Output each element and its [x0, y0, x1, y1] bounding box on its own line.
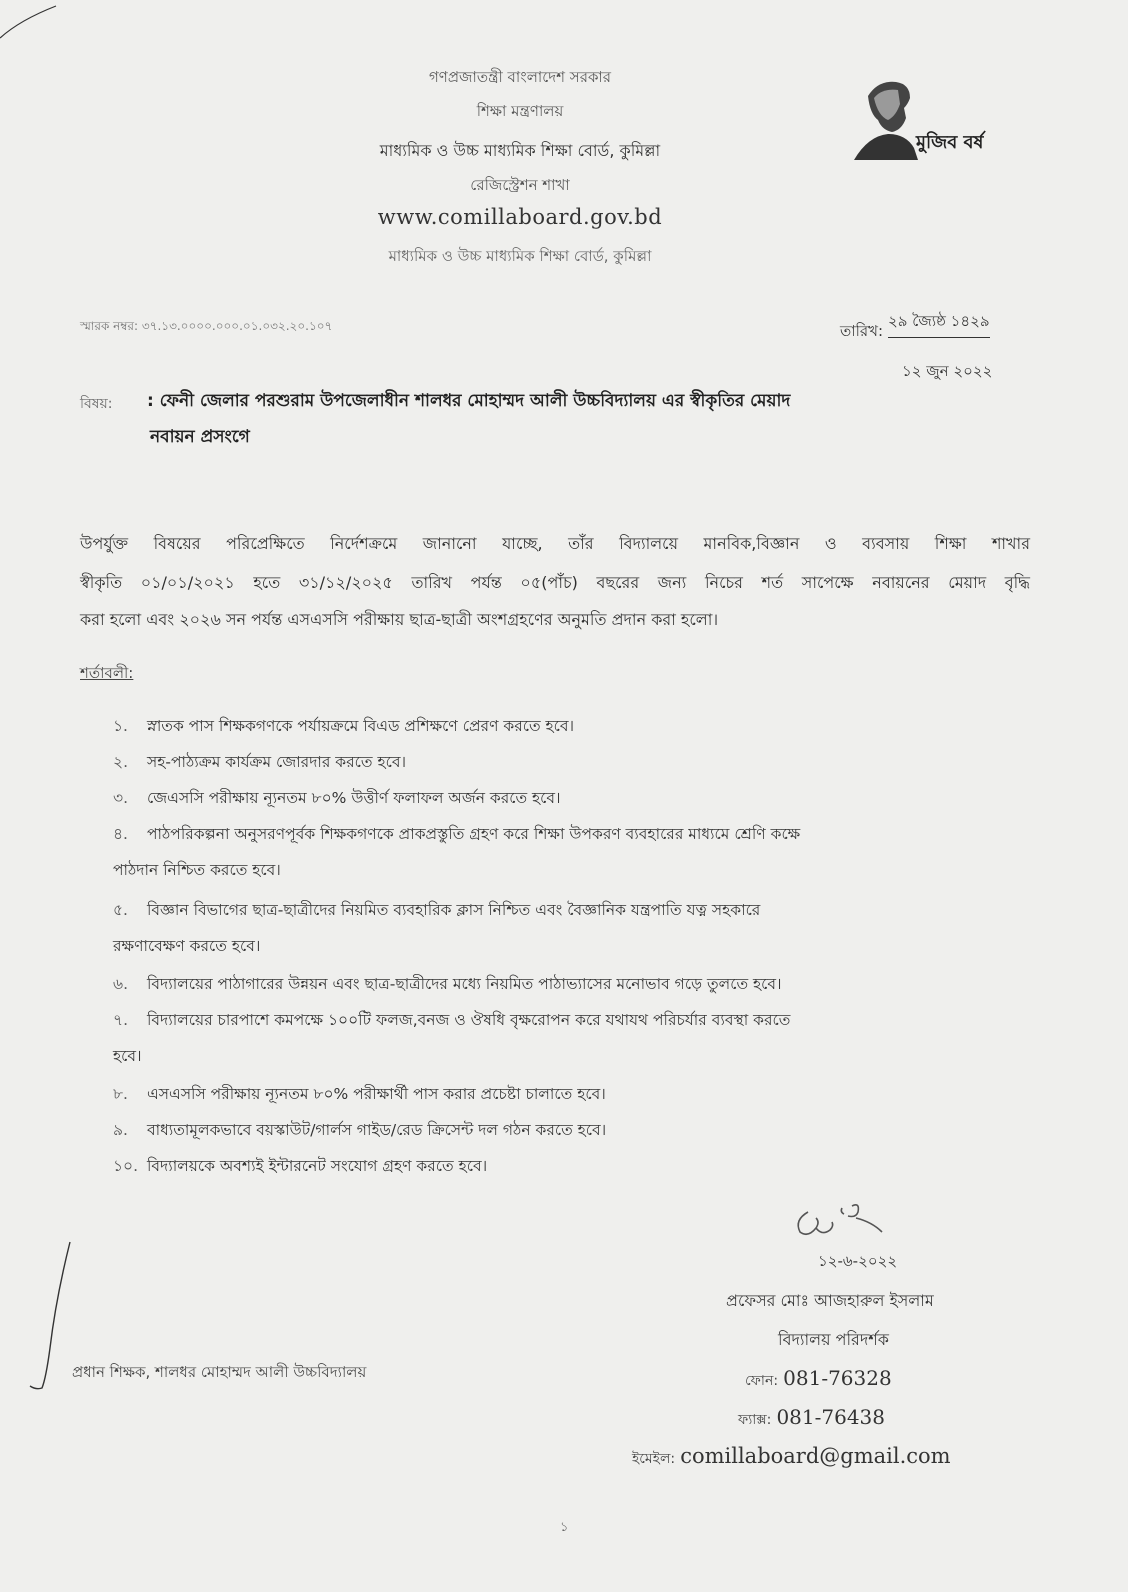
board-title: মাধ্যমিক ও উচ্চ মাধ্যমিক শিক্ষা বোর্ড, কুমিল্লা	[379, 141, 661, 160]
body-line-2: স্বীকৃতি ০১/০১/২০২১ হতে ৩১/১২/২০২৫ তারিখ পর্যন্ত ০৫(পাঁচ) বছরের জন্য নিচের শর্ত সাপেক্ষে নবায়নের মেয়াদ বৃদ্ধি	[80, 573, 1030, 592]
recipient: প্রধান শিক্ষক, শালধর মোহাম্মদ আলী উচ্চবিদ্যালয়	[72, 1363, 367, 1381]
condition-item: ৯. বাধ্যতামূলকভাবে বয়স্কাউট/গার্লস গাইড/রেড ক্রিসেন্ট দল গঠন করতে হবে।	[113, 1121, 607, 1139]
condition-item: ১০. বিদ্যালয়কে অবশ্যই ইন্টারনেট সংযোগ গ্রহণ করতে হবে।	[113, 1157, 488, 1175]
phone-number: 081-76328	[783, 1366, 892, 1390]
condition-item: ৫. বিজ্ঞান বিভাগের ছাত্র-ছাত্রীদের নিয়মিত ব্যবহারিক ক্লাস নিশ্চিত এবং বৈজ্ঞানিক যন্ত্রপাতি যত্ন সহকারে	[113, 901, 761, 919]
condition-item: ৭. বিদ্যালয়ের চারপাশে কমপক্ষে ১০০টি ফলজ,বনজ ও ঔষধি বৃক্ষরোপন করে যথাযথ পরিচর্যার ব্যবস্থা করতে	[113, 1011, 791, 1029]
signature-scrawl	[786, 1192, 906, 1256]
board-title-repeat: মাধ্যমিক ও উচ্চ মাধ্যমিক শিক্ষা বোর্ড, কুমিল্লা	[388, 247, 652, 265]
condition-item: ১. স্নাতক পাস শিক্ষকগণকে পর্যায়ক্রমে বিএড প্রশিক্ষণে প্রেরণ করতে হবে।	[113, 717, 575, 735]
margin-pen-mark	[28, 1238, 78, 1402]
mujib-borsho-logo	[848, 74, 984, 166]
corner-pen-mark	[0, 0, 90, 64]
signatory-designation: বিদ্যালয় পরিদর্শক	[778, 1330, 889, 1349]
body-line-3: করা হলো এবং ২০২৬ সন পর্যন্ত এসএসসি পরীক্ষায় ছাত্র-ছাত্রী অংশগ্রহণের অনুমতি প্রদান করা হলো।	[80, 610, 719, 629]
fax-line: ফ্যাক্স: 081-76438	[738, 1405, 886, 1429]
subject-line-2: নবায়ন প্রসংগে	[150, 427, 250, 447]
signatory-name: প্রফেসর মোঃ আজহারুল ইসলাম	[726, 1291, 934, 1310]
government-title: গণপ্রজাতন্ত্রী বাংলাদেশ সরকার	[428, 68, 612, 86]
ministry-title: শিক্ষা মন্ত্রণালয়	[476, 102, 564, 120]
logo-text: মুজিব বর্ষ	[916, 132, 984, 153]
condition-item-continued: হবে।	[113, 1047, 142, 1065]
page-number: ১	[560, 1520, 569, 1535]
section-title: রেজিস্ট্রেশন শাখা	[470, 176, 570, 194]
body-line-1: উপর্যুক্ত বিষয়ের পরিপ্রেক্ষিতে নির্দেশক্রমে জানানো যাচ্ছে, তাঁর বিদ্যালয়ে মানবিক,বিজ্ঞান ও ব্যবসায় শিক্ষা শাখার	[80, 534, 1030, 553]
email-line: ইমেইল: comillaboard@gmail.com	[632, 1444, 951, 1468]
memo-number: স্মারক নম্বর: ৩৭.১৩.০০০০.০০০.০১.০৩২.২০.১০৭	[80, 319, 333, 333]
email-address: comillaboard@gmail.com	[680, 1444, 951, 1468]
condition-item-continued: পাঠদান নিশ্চিত করতে হবে।	[113, 861, 281, 879]
conditions-title: শর্তাবলী:	[80, 664, 134, 682]
condition-item-continued: রক্ষণাবেক্ষণ করতে হবে।	[113, 937, 261, 955]
subject-line-1: : ফেনী জেলার পরশুরাম উপজেলাধীন শালধর মোহাম্মদ আলী উচ্চবিদ্যালয় এর স্বীকৃতির মেয়াদ	[147, 391, 791, 411]
condition-item: ৮. এসএসসি পরীক্ষায় ন্যূনতম ৮০% পরীক্ষার্থী পাস করার প্রচেষ্টা চালাতে হবে।	[113, 1085, 606, 1103]
subject-label: বিষয়:	[80, 396, 113, 412]
date-label: তারিখ:	[840, 322, 884, 340]
condition-item: ২. সহ-পাঠ্যক্রম কার্যক্রম জোরদার করতে হবে।	[113, 753, 406, 771]
condition-item: ৪. পাঠপরিকল্পনা অনুসরণপূর্বক শিক্ষকগণকে প্রাকপ্রস্তুতি গ্রহণ করে শিক্ষা উপকরণ ব্যবহারের মাধ্যমে শ্রেণি কক্ষে	[113, 825, 801, 843]
signature-date: ১২-৬-২০২২	[818, 1252, 898, 1270]
fax-number: 081-76438	[776, 1405, 886, 1429]
phone-line: ফোন: 081-76328	[745, 1366, 892, 1390]
date-english: ১২ জুন ২০২২	[902, 362, 993, 380]
condition-item: ৬. বিদ্যালয়ের পাঠাগারের উন্নয়ন এবং ছাত্র-ছাত্রীদের মধ্যে নিয়মিত পাঠাভ্যাসের মনোভাব গড়ে তুলতে হবে।	[113, 975, 782, 993]
board-website: www.comillaboard.gov.bd	[377, 205, 663, 229]
condition-item: ৩. জেএসসি পরীক্ষায় ন্যূনতম ৮০% উত্তীর্ণ ফলাফল অর্জন করতে হবে।	[113, 789, 561, 807]
date-bangla: ২৯ জ্যৈষ্ঠ ১৪২৯	[888, 310, 990, 338]
